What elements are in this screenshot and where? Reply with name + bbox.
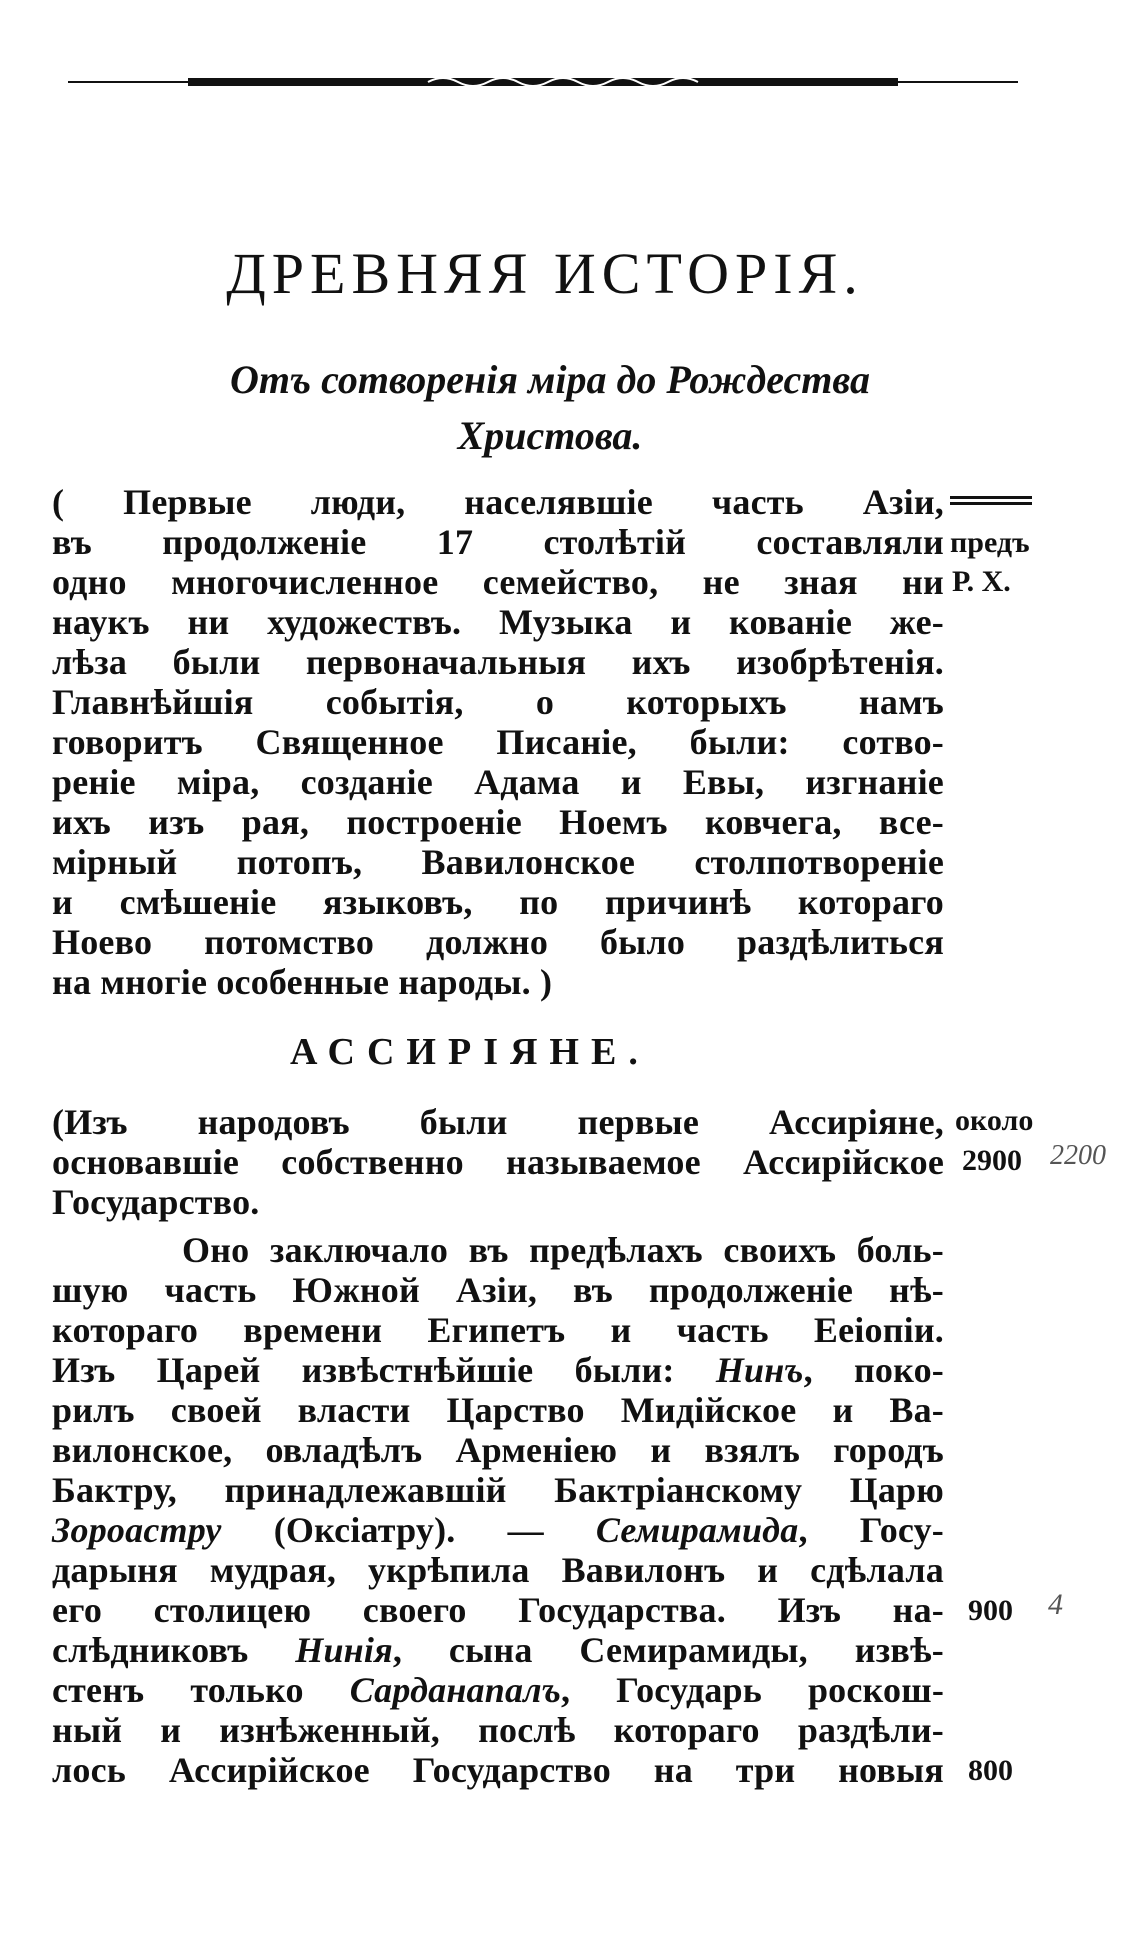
margin-double-rule <box>950 495 1032 507</box>
intro-line: наукъ ни художествъ. Музыка и кованіе же- <box>52 602 944 642</box>
subtitle <box>100 352 1000 464</box>
page-title: ДРЕВНЯЯ ИСТОРІЯ. <box>226 241 864 306</box>
text-run: (Оксіатру). — <box>221 1510 544 1550</box>
intro-line: въ продолженіе 17 столѣтій составляли <box>52 522 944 562</box>
subtitle-line-1: Отъ сотворенія міра до Рождества <box>230 357 870 402</box>
intro-line: ихъ изъ рая, построеніе Ноемъ ковчега, все- <box>52 802 944 842</box>
section-line: основавшіе собственно называемое Ассирійское <box>52 1142 944 1182</box>
margin-note-year-800: 800 <box>968 1754 1013 1787</box>
section-line: котораго времени Египетъ и часть Ееіопіи. <box>52 1310 944 1350</box>
margin-note-rx: Р. Х. <box>952 565 1011 598</box>
intro-line: говоритъ Священное Писаніе, были: сотво- <box>52 722 944 762</box>
section-line: его столицею своего Государства. Изъ на- <box>52 1590 944 1630</box>
name-nin: Нинъ <box>715 1350 804 1390</box>
intro-line: Главнѣйшія событія, о которыхъ намъ <box>52 682 944 722</box>
intro-line: Ноево потомство должно было раздѣлиться <box>52 922 944 962</box>
section-line: дарыня мудрая, укрѣпила Вавилонъ и сдѣлала <box>52 1550 944 1590</box>
margin-note-year-2900: 2900 <box>962 1144 1022 1177</box>
name-ninius: Нинія <box>248 1630 393 1670</box>
name-zoroaster: Зороастру <box>52 1510 222 1550</box>
section-line: Бактру, принадлежавшій Бактріанскому Царю <box>52 1470 944 1510</box>
subtitle-line-2: Христова. <box>457 413 643 458</box>
margin-note-handwritten-2200: 2200 <box>1050 1140 1106 1171</box>
text-run: , Государь роскош- <box>561 1670 945 1710</box>
margin-note-year-900: 900 <box>968 1594 1013 1627</box>
section-line <box>52 1350 944 1390</box>
section-line <box>52 1670 944 1710</box>
name-semiramis: Семирамида <box>543 1510 799 1550</box>
section-line <box>52 1630 944 1670</box>
text-run: Изъ Царей извѣстнѣйшіе были: <box>52 1350 675 1390</box>
intro-line: лѣза были первоначальныя ихъ изобрѣтенія. <box>52 642 944 682</box>
margin-note-handwritten: 4 <box>1048 1588 1063 1621</box>
section-line: (Изъ народовъ были первые Ассиріяне, <box>52 1102 944 1142</box>
section-line: ный и изнѣженный, послѣ котораго раздѣли- <box>52 1710 944 1750</box>
section-line: рилъ своей власти Царство Мидійское и Ва- <box>52 1390 944 1430</box>
name-sardanapalus: Сарданапалъ <box>303 1670 562 1710</box>
section-line: вилонское, овладѣлъ Арменіею и взялъ городъ <box>52 1430 944 1470</box>
section-line: Оно заключало въ предѣлахъ своихъ боль- <box>182 1230 944 1270</box>
text-run: , Госу- <box>798 1510 944 1550</box>
text-run: , сына Семирамиды, извѣ- <box>392 1630 944 1670</box>
intro-line: на многіе особенные народы. ) <box>52 962 553 1002</box>
section-line: Государство. <box>52 1182 260 1222</box>
intro-line: и смѣшеніе языковъ, по причинѣ котораго <box>52 882 944 922</box>
intro-line: ( Первые люди, населявшіе часть Азіи, <box>52 482 944 522</box>
ornamental-rule <box>68 72 1018 92</box>
section-line <box>52 1510 944 1550</box>
intro-line: одно многочисленное семейство, не зная ни <box>52 562 944 602</box>
text-run: стенъ только <box>52 1670 304 1710</box>
margin-note-pred: предъ <box>950 526 1030 559</box>
section-line: шую часть Южной Азіи, въ продолженіе нѣ- <box>52 1270 944 1310</box>
intro-line: реніе міра, созданіе Адама и Евы, изгнаніе <box>52 762 944 802</box>
margin-note-okolo: около <box>955 1104 1034 1137</box>
section-title: АССИРІЯНЕ. <box>290 1031 650 1073</box>
section-line: лось Ассирійское Государство на три новыя <box>52 1750 944 1790</box>
intro-line: мірный потопъ, Вавилонское столпотвореніе <box>52 842 944 882</box>
text-run: , поко- <box>803 1350 944 1390</box>
text-run: слѣдниковъ <box>52 1630 249 1670</box>
